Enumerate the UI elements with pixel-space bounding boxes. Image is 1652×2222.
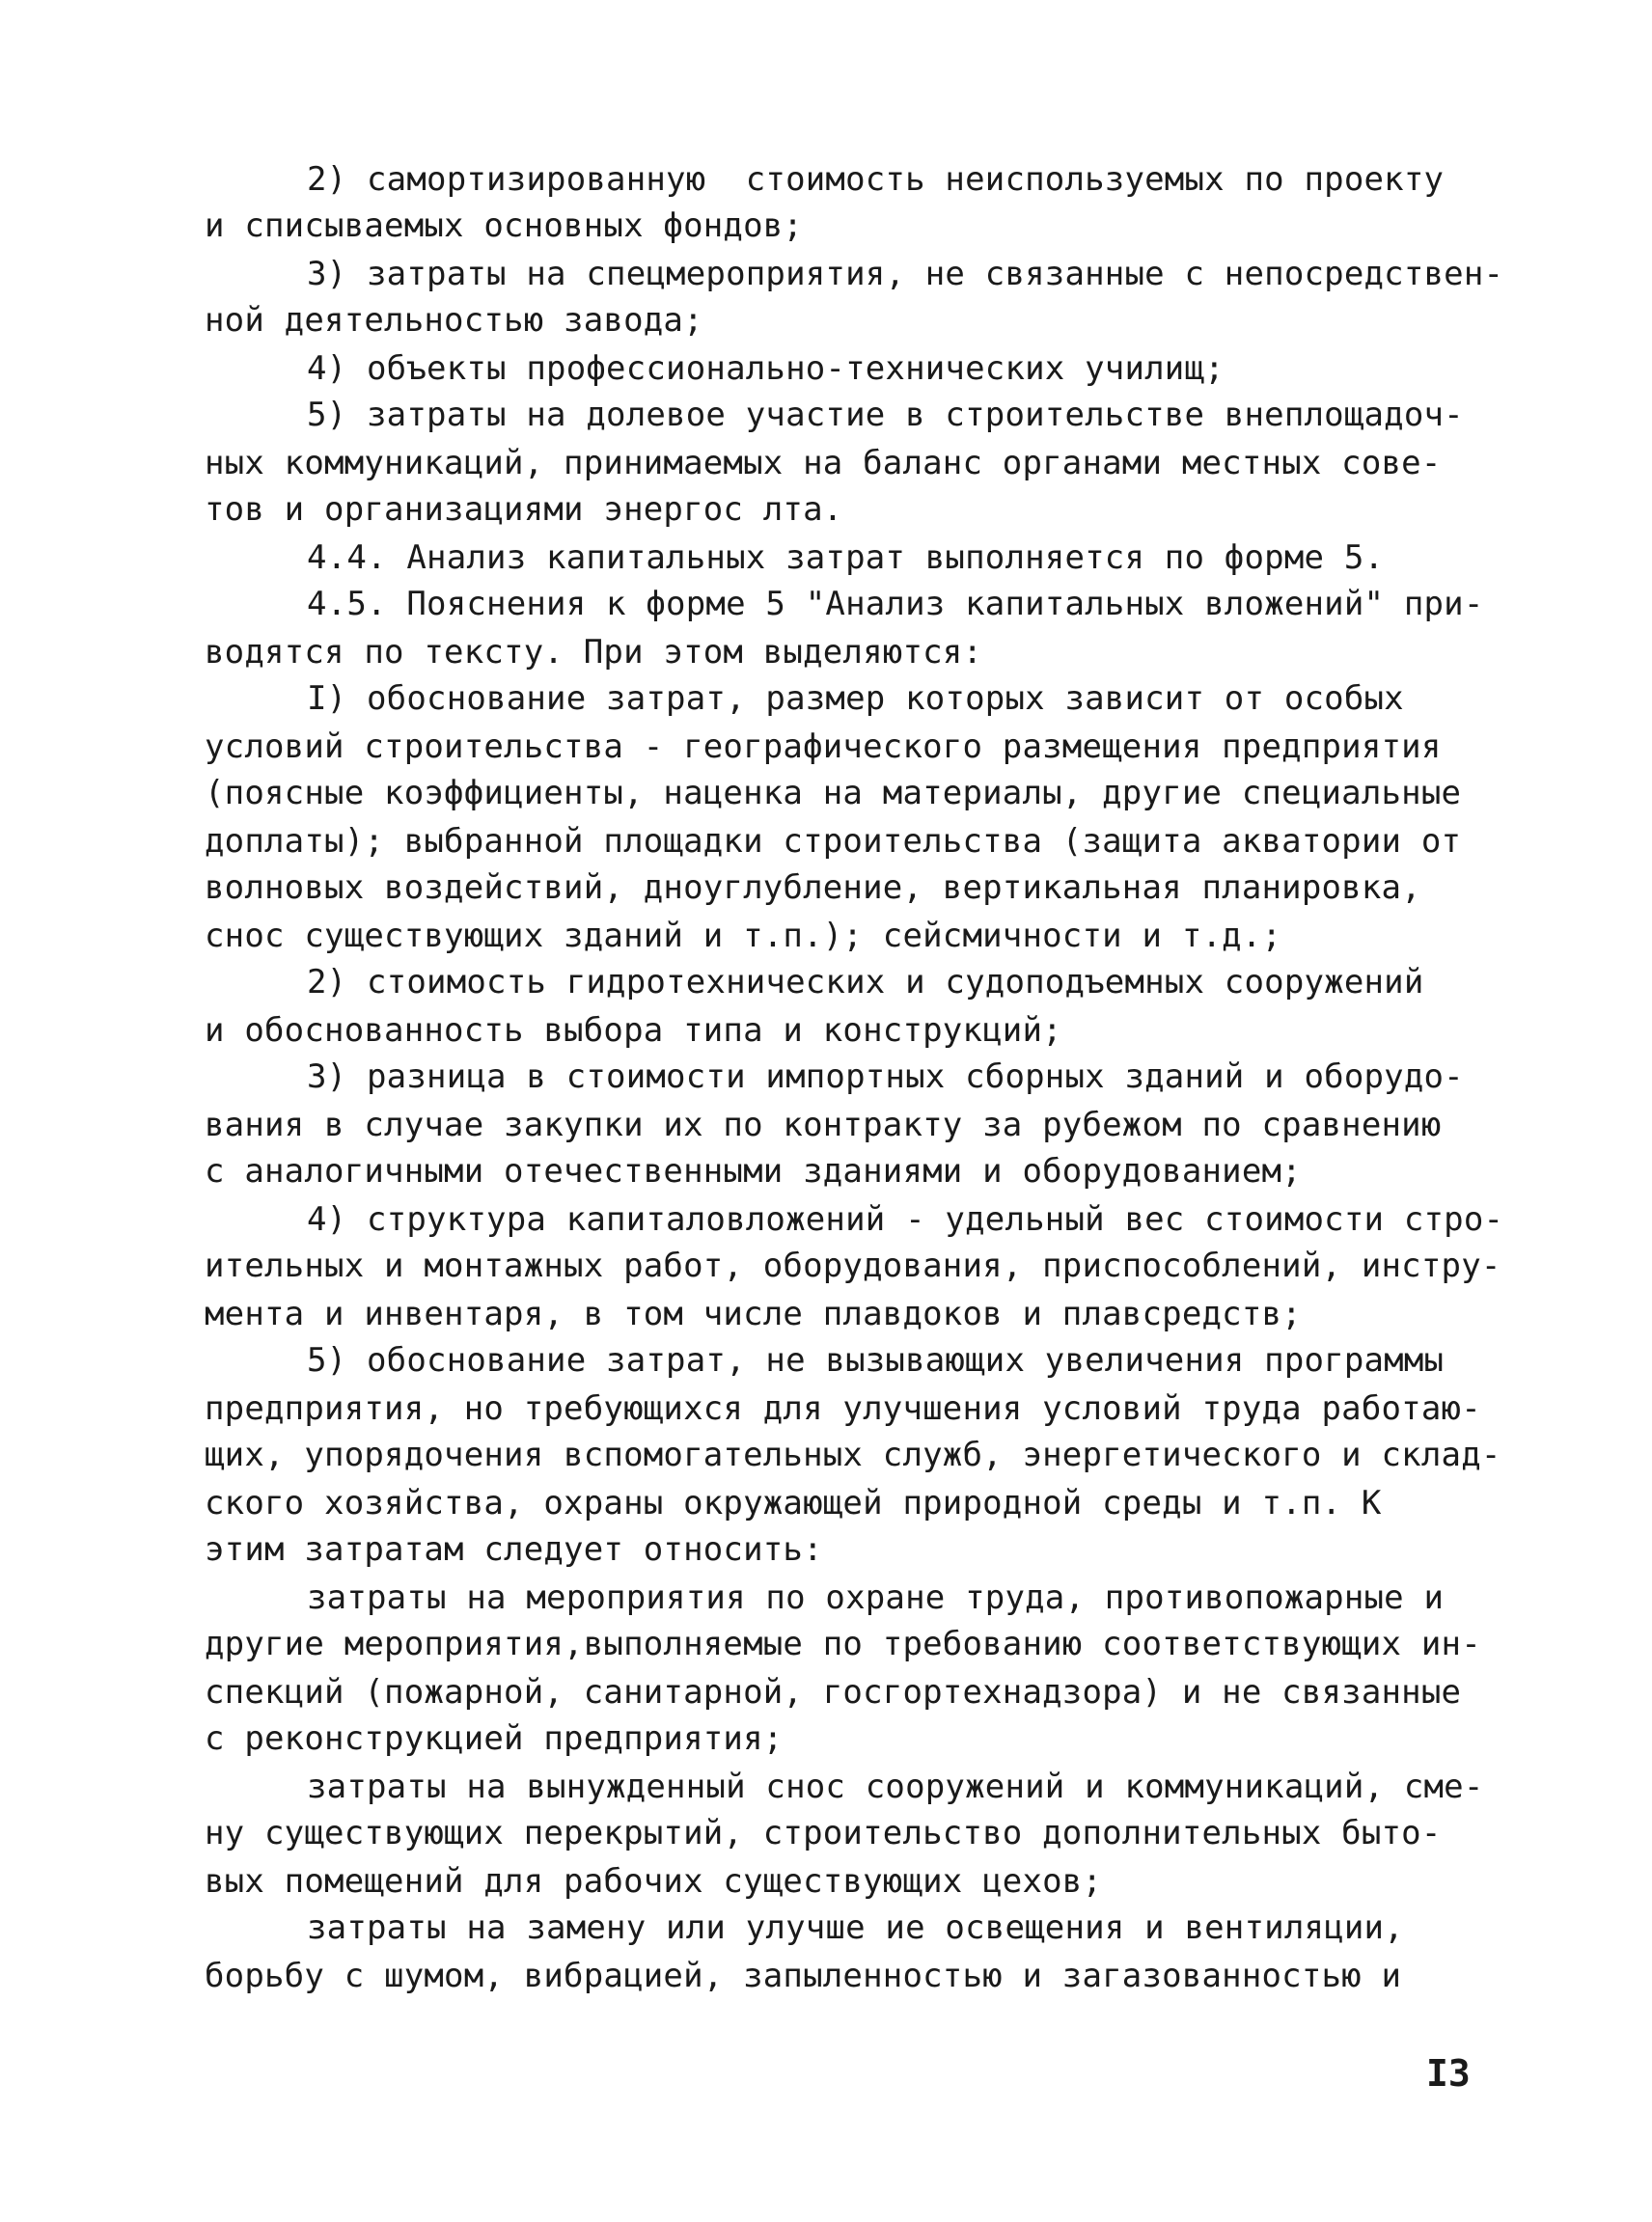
text-line: условий строительства - географического размещения предприятия	[205, 727, 1442, 766]
text-line: затраты на вынужденный снос сооружений и коммуникаций, сме-	[307, 1768, 1484, 1806]
text-line: спекций (пожарной, санитарной, госгортехнадзора) и не связанные	[205, 1673, 1462, 1712]
text-line: 4.4. Анализ капитальных затрат выполняется по форме 5.	[307, 538, 1385, 577]
text-line: вых помещений для рабочих существующих цехов;	[205, 1862, 1103, 1901]
text-line: этим затратам следует относить:	[205, 1530, 823, 1569]
text-line: ну существующих перекрытий, строительство дополнительных быто-	[205, 1814, 1442, 1852]
text-line: волновых воздействий, дноуглубление, вертикальная планировка,	[205, 868, 1421, 907]
text-line: доплаты); выбранной площадки строительства (защита акватории от	[205, 822, 1462, 861]
text-line: 2) стоимость гидротехнических и судоподъемных сооружений	[307, 963, 1424, 1001]
text-line: ительных и монтажных работ, оборудования, приспособлений, инстру-	[205, 1247, 1501, 1285]
text-line: другие мероприятия,выполняемые по требованию соответствующих ин-	[205, 1625, 1481, 1663]
text-line: ных коммуникаций, принимаемых на баланс органами местных сове-	[205, 444, 1442, 482]
text-line: 4) структура капиталовложений - удельный вес стоимости стро-	[307, 1200, 1504, 1239]
text-line: 2) самортизированную стоимость неиспользуемых по проекту	[307, 160, 1445, 199]
text-line: и списываемых основных фондов;	[205, 206, 804, 245]
text-line: мента и инвентаря, в том числе плавдоков и плавсредств;	[205, 1295, 1302, 1333]
text-line: и обоснованность выбора типа и конструкций;	[205, 1011, 1062, 1050]
text-line: 4) объекты профессионально-технических училищ;	[307, 349, 1225, 388]
text-line: щих, упорядочения вспомогательных служб, энергетического и склад-	[205, 1436, 1501, 1474]
page-number: I3	[1426, 2052, 1471, 2095]
text-line: тов и организациями энергос лта.	[205, 490, 843, 529]
text-line: I) обоснование затрат, размер которых зависит от особых	[307, 679, 1404, 718]
text-line: борьбу с шумом, вибрацией, запыленностью и загазованностью и	[205, 1957, 1402, 1995]
text-line: 5) затраты на долевое участие в строительстве внеплощадоч-	[307, 396, 1464, 434]
text-line: с реконструкцией предприятия;	[205, 1719, 784, 1758]
text-line: 4.5. Пояснения к форме 5 "Анализ капитальных вложений" при-	[307, 585, 1484, 623]
text-line: 3) разница в стоимости импортных сборных зданий и оборудо-	[307, 1057, 1464, 1096]
text-line: ского хозяйства, охраны окружающей природной среды и т.п. К	[205, 1484, 1382, 1522]
text-line: водятся по тексту. При этом выделяются:	[205, 633, 983, 672]
text-line: предприятия, но требующихся для улучшения условий труда работаю-	[205, 1389, 1481, 1428]
text-line: затраты на мероприятия по охране труда, противопожарные и	[307, 1578, 1445, 1617]
text-line: затраты на замену или улучше ие освещения и вентиляции,	[307, 1908, 1404, 1947]
text-line: (поясные коэффициенты, наценка на материалы, другие специальные	[205, 774, 1462, 812]
text-line: с аналогичными отечественными зданиями и оборудованием;	[205, 1152, 1302, 1191]
text-line: ной деятельностью завода;	[205, 301, 703, 340]
text-line: снос существующих зданий и т.п.); сейсмичности и т.д.;	[205, 917, 1282, 955]
text-line: вания в случае закупки их по контракту за рубежом по сравнению	[205, 1106, 1442, 1144]
text-line: 3) затраты на спецмероприятия, не связанные с непосредствен-	[307, 255, 1504, 293]
text-line: 5) обоснование затрат, не вызывающих увеличения программы	[307, 1341, 1445, 1380]
